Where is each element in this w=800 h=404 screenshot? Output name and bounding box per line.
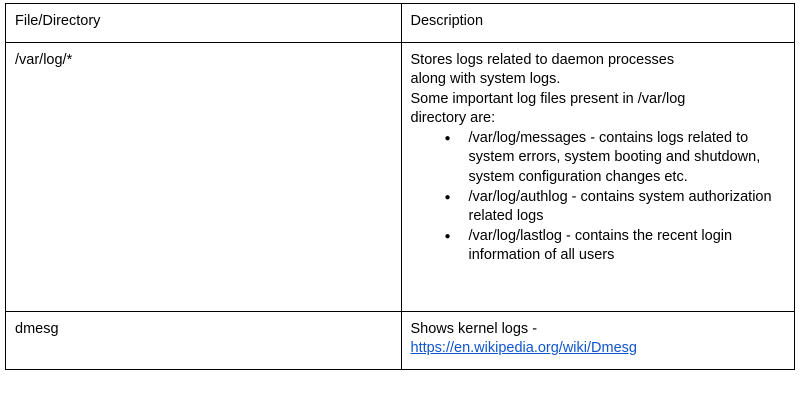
description-line-1: Shows kernel logs - — [410, 320, 538, 337]
table-row — [6, 311, 795, 369]
description-line-3: Some important log files present in /var/log — [410, 90, 686, 107]
description-line-4: directory are: — [410, 110, 496, 127]
file-directory-table — [5, 3, 795, 370]
list-item-label: /var/log/messages - contains logs related to system errors, system booting and shutdown, system configuration changes etc. — [468, 129, 761, 185]
column-header-file-directory-label: File/Directory — [15, 13, 101, 29]
cell-description-var-log — [401, 42, 795, 311]
column-header-description-label: Description — [410, 13, 484, 29]
table-header-row — [6, 4, 795, 43]
table-row — [6, 42, 795, 311]
cell-path-dmesg — [6, 311, 402, 369]
log-files-list — [411, 129, 786, 266]
list-item — [445, 129, 786, 188]
column-header-file-directory — [6, 4, 402, 43]
path-value: dmesg — [15, 320, 59, 337]
cell-path-var-log — [6, 42, 402, 311]
description-line-1: Stores logs related to daemon processes — [410, 51, 675, 68]
column-header-description — [401, 4, 795, 43]
list-item-label: /var/log/authlog - contains system authorization related logs — [468, 188, 772, 225]
description-line-2: along with system logs. — [410, 71, 561, 88]
cell-description-dmesg — [401, 311, 795, 369]
dmesg-wikipedia-link[interactable]: https://en.wikipedia.org/wiki/Dmesg — [410, 340, 637, 357]
document-page — [0, 3, 800, 404]
list-item — [445, 188, 786, 227]
list-item — [445, 227, 786, 266]
list-item-label: /var/log/lastlog - contains the recent login information of all users — [468, 227, 733, 264]
path-value: /var/log/* — [15, 51, 73, 68]
